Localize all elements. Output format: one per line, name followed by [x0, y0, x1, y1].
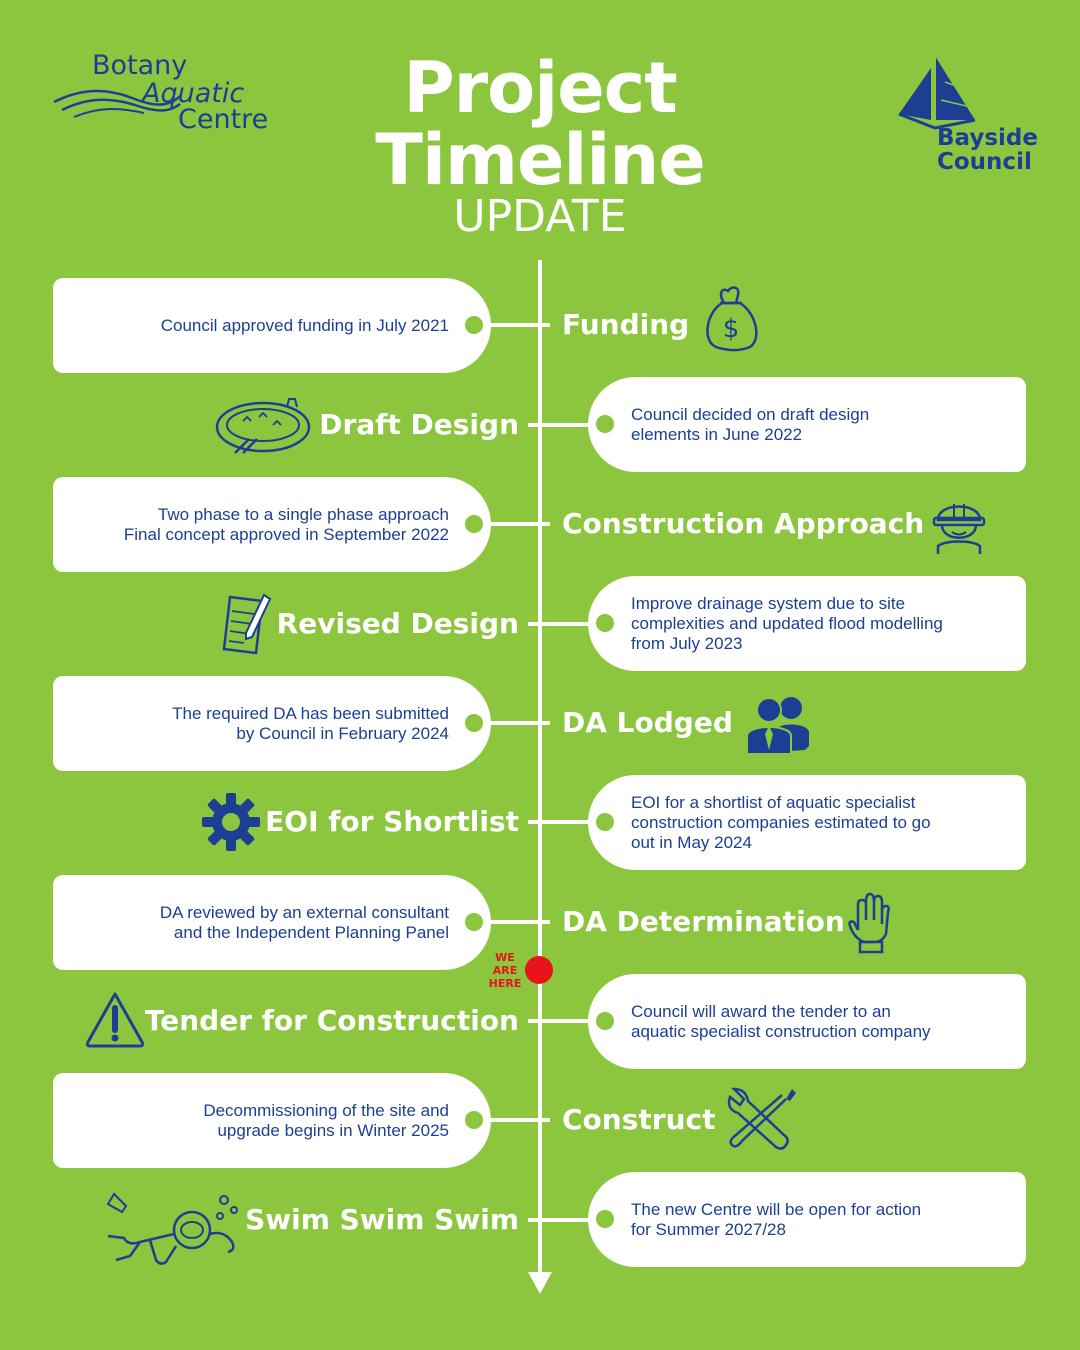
current-position-marker	[525, 956, 553, 984]
stage-description: DA reviewed by an external consultant and the Independent Planning Panel	[159, 902, 449, 942]
connector	[482, 721, 550, 725]
stage-dot	[465, 1111, 483, 1129]
tools-icon	[724, 1085, 798, 1153]
stage-description: Council approved funding in July 2021	[160, 315, 449, 335]
stage-card-eoi-shortlist	[588, 775, 1026, 870]
document-pencil-icon	[220, 591, 272, 657]
timeline-axis	[538, 260, 542, 1280]
stage-card-construct	[53, 1073, 491, 1168]
stage-label-draft-design: Draft Design	[319, 408, 519, 441]
stage-description: Council will award the tender to an aquatic specialist construction company	[631, 1001, 931, 1041]
stage-dot	[596, 415, 614, 433]
stage-description: The required DA has been submitted by Council in February 2024	[172, 703, 449, 743]
connector	[482, 1118, 550, 1122]
stage-card-construction-approach	[53, 477, 491, 572]
logo-right-line1: Bayside	[937, 125, 1038, 151]
here-line-3: HERE	[488, 977, 522, 990]
stage-dot	[465, 913, 483, 931]
logo-left-line2: Aquatic	[142, 78, 245, 109]
here-line-2: ARE	[492, 964, 518, 977]
stage-card-tender	[588, 974, 1026, 1069]
stage-description: The new Centre will be open for action for Summer 2027/28	[631, 1199, 922, 1239]
stage-description: Council decided on draft design elements in June 2022	[631, 404, 870, 444]
stage-card-funding	[53, 278, 491, 373]
stage-description: Decommissioning of the site and upgrade begins in Winter 2025	[203, 1100, 449, 1140]
stage-label-swim: Swim Swim Swim	[245, 1203, 519, 1236]
logo-left-line3: Centre	[178, 104, 269, 135]
logo-left-line1: Botany	[92, 50, 188, 81]
warning-icon	[84, 990, 146, 1048]
stage-card-revised-design	[588, 576, 1026, 671]
stage-label-revised-design: Revised Design	[276, 607, 519, 640]
stage-card-da-lodged	[53, 676, 491, 771]
stage-label-tender: Tender for Construction	[144, 1004, 519, 1037]
stage-label-funding: Funding	[562, 308, 690, 341]
stage-card-da-determination	[53, 875, 491, 970]
stage-dot	[596, 1012, 614, 1030]
title-line-2: Timeline	[375, 119, 705, 201]
connector	[482, 323, 550, 327]
stage-card-draft-design	[588, 377, 1026, 472]
stage-dot	[465, 515, 483, 533]
business-people-icon	[745, 692, 813, 754]
pool-icon	[213, 395, 313, 457]
here-line-1: WE	[495, 951, 515, 964]
title-line-1: Project	[403, 47, 677, 129]
stage-description: Two phase to a single phase approach Final concept approved in September 2022	[123, 504, 449, 544]
stage-label-da-lodged: DA Lodged	[562, 706, 733, 739]
we-are-here-label	[478, 951, 532, 990]
connector	[482, 522, 550, 526]
timeline-arrow-icon	[528, 1272, 552, 1294]
stage-dot	[596, 1210, 614, 1228]
swimmer-icon	[100, 1190, 250, 1270]
stage-dot	[596, 614, 614, 632]
construction-worker-icon	[930, 492, 988, 556]
stage-dot	[596, 813, 614, 831]
stage-card-swim	[588, 1172, 1026, 1267]
stage-label-da-determination: DA Determination	[562, 905, 845, 938]
bayside-council-logo	[890, 52, 1040, 177]
title-line-3: UPDATE	[453, 191, 627, 242]
gear-icon	[200, 791, 262, 853]
stage-label-eoi-shortlist: EOI for Shortlist	[265, 805, 519, 838]
stage-description: Improve drainage system due to site complexities and updated flood modelling from July 2023	[631, 593, 943, 653]
money-bag-icon	[698, 283, 764, 353]
connector	[482, 920, 550, 924]
logo-right-line2: Council	[937, 149, 1032, 175]
raised-hand-icon	[846, 890, 892, 954]
svg-text:$: $	[722, 314, 740, 344]
stage-label-construct: Construct	[562, 1103, 716, 1136]
stage-label-construction-approach: Construction Approach	[562, 507, 925, 540]
stage-description: EOI for a shortlist of aquatic specialist construction companies estimated to go out in May 2024	[631, 792, 931, 852]
stage-dot	[465, 714, 483, 732]
stage-dot	[465, 316, 483, 334]
